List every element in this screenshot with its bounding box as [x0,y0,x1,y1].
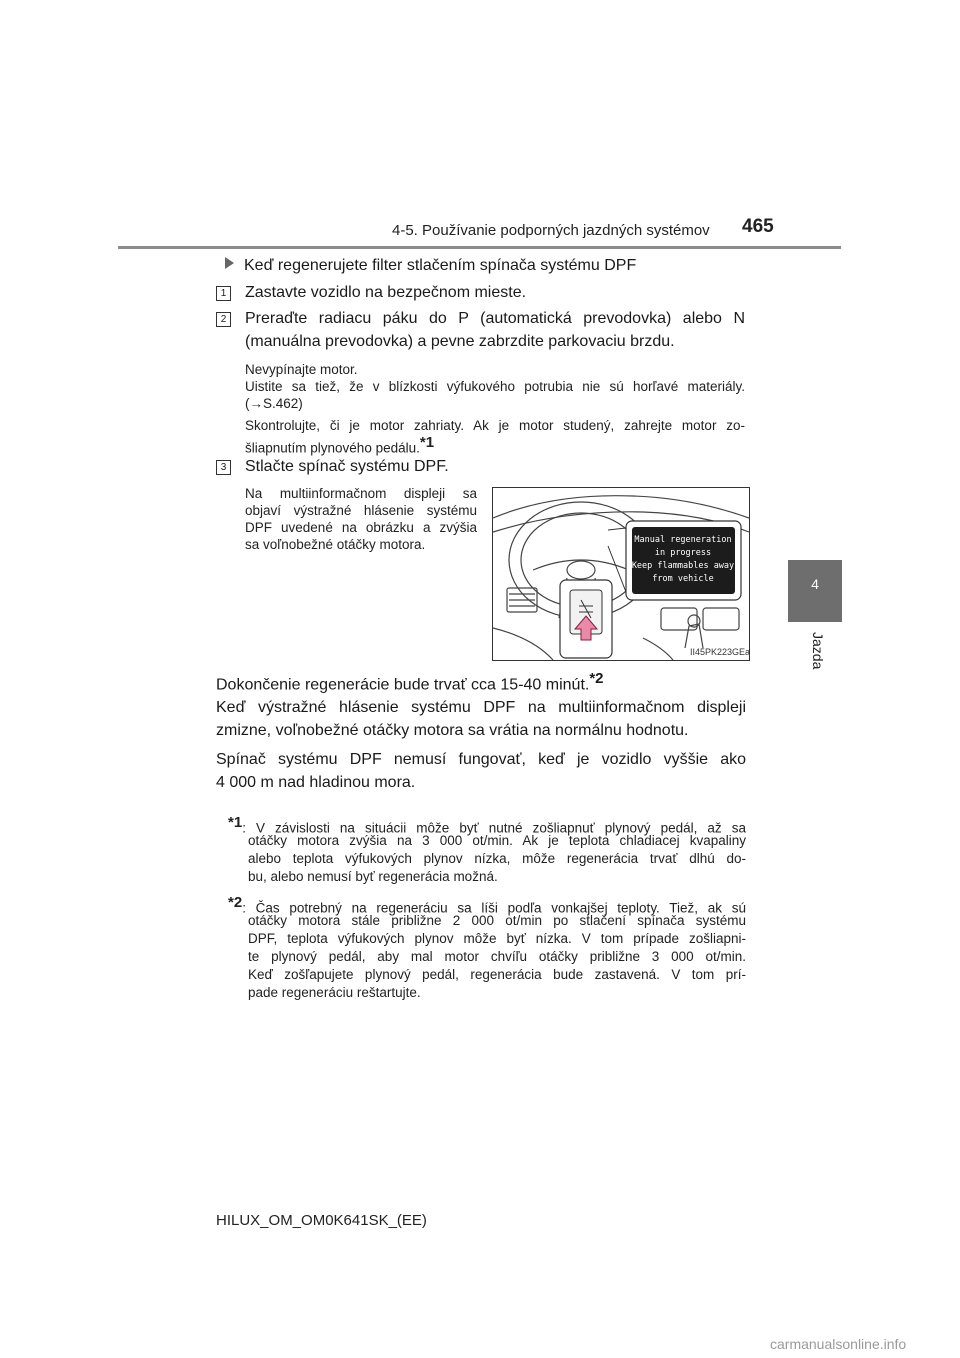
footnote-2-mark: *2 [228,894,243,911]
footnote-2-line-6: pade regeneráciu reštartujte. [248,985,421,1000]
document-code-footer: HILUX_OM_OM0K641SK_(EE) [216,1212,427,1229]
header-rule [118,246,841,249]
paragraph-duration-text: Dokončenie regenerácie bude trvať cca 15-40 minút. [216,676,590,694]
page-number: 465 [742,216,774,237]
step-2-note-1b: Uistite sa tiež, že v blízkosti výfukového potrubia nie sú horľavé materiály. [245,379,745,394]
section-heading [225,257,636,275]
illustration-code: II45PK223GEa [690,647,751,657]
footnote-1-mark: *1 [228,814,243,831]
footnote-ref-1: *1 [419,434,435,451]
step-2-note-1a: Nevypínajte motor. [245,362,358,377]
paragraph-warning-line-2: zmizne, voľnobežné otáčky motora sa vrátia na normálnu hodnotu. [216,722,689,739]
step-number-2: 2 [216,312,231,327]
footnote-2-line-2: otáčky motora stále približne 2 000 ot/min po stlačení spínača systému [248,913,746,928]
paragraph-altitude-line-2: 4 000 m nad hladinou mora. [216,774,416,791]
display-line-2: in progress [654,548,712,558]
step-number-3: 3 [216,460,231,475]
display-line-1: Manual regeneration [634,535,732,545]
footnote-2-line-3: DPF, teplota výfukových plynov môže byť nízka. V tom prípade zošliapni- [248,931,746,946]
footnote-1-text-1: : V závislosti na situácii môže byť nutné zošliapnuť plynový pedál, až sa [242,820,746,836]
step-3-text: Stlačte spínač systému DPF. [245,458,449,475]
section-heading-text: Keď regenerujete filter stlačením spínača systému DPF [244,257,637,274]
watermark: carmanualsonline.info [770,1336,907,1352]
footnote-2-line-5: Keď zošľapujete plynový pedál, regenerácia bude zastavená. V tom prí- [248,967,746,982]
chapter-tab-number: 4 [811,576,819,592]
step-2-line-2: (manuálna prevodovka) a pevne zabrzdite parkovaciu brzdu. [245,333,675,350]
footnote-1-line-4: bu, alebo nemusí byť regenerácia možná. [248,869,498,884]
footnote-2-line-4: te plynový pedál, aby mal motor chvíľu otáčky približne 3 000 ot/min. [248,949,746,964]
section-title: 4-5. Používanie podporných jazdných systémov [392,222,710,239]
step-1-text: Zastavte vozidlo na bezpečnom mieste. [245,284,527,301]
step-2-note-2b-text: šliapnutím plynového pedálu. [245,440,420,456]
footnote-ref-2: *2 [589,670,604,687]
step-2-line-1: Preraďte radiacu páku do P (automatická prevodovka) alebo N [245,310,745,327]
step-3-note-line-3: DPF uvedené na obrázku a zvýšia [245,520,477,535]
footnote-1-line-3: alebo teplota výfukových plynov nízka, môže regenerácia trvať dlhú do- [248,851,746,866]
step-2-note-2a: Skontrolujte, či je motor zahriaty. Ak je motor studený, zahrejte motor zo- [245,418,745,433]
step-number-1: 1 [216,286,231,301]
paragraph-warning-line-1: Keď výstražné hlásenie systému DPF na multiinformačnom displeji [216,699,746,716]
dashboard-drawing [493,488,749,660]
paragraph-altitude-line-1: Spínač systému DPF nemusí fungovať, keď je vozidlo vyššie ako [216,751,746,768]
chapter-tab-label: Jazda [810,632,826,670]
dashboard-illustration [492,487,750,661]
display-line-3: Keep flammables away [631,561,735,571]
step-2-note-2b [245,434,434,457]
triangle-bullet-icon [225,257,234,269]
step-3-note-line-2: objaví výstražné hlásenie systému [245,503,477,518]
footnote-2-text-1: : Čas potrebný na regeneráciu sa líši podľa vonkajšej teploty. Tiež, ak sú [242,900,746,916]
paragraph-duration [216,667,604,696]
step-3-note-line-1: Na multiinformačnom displeji sa [245,486,477,501]
footnote-1-line-2: otáčky motora zvýšia na 3 000 ot/min. Ak je teplota chladiacej kvapaliny [248,833,746,848]
step-3-note-line-4: sa voľnobežné otáčky motora. [245,537,426,552]
step-2-note-1c: (→S.462) [245,396,303,411]
display-line-4: from vehicle [652,574,714,584]
